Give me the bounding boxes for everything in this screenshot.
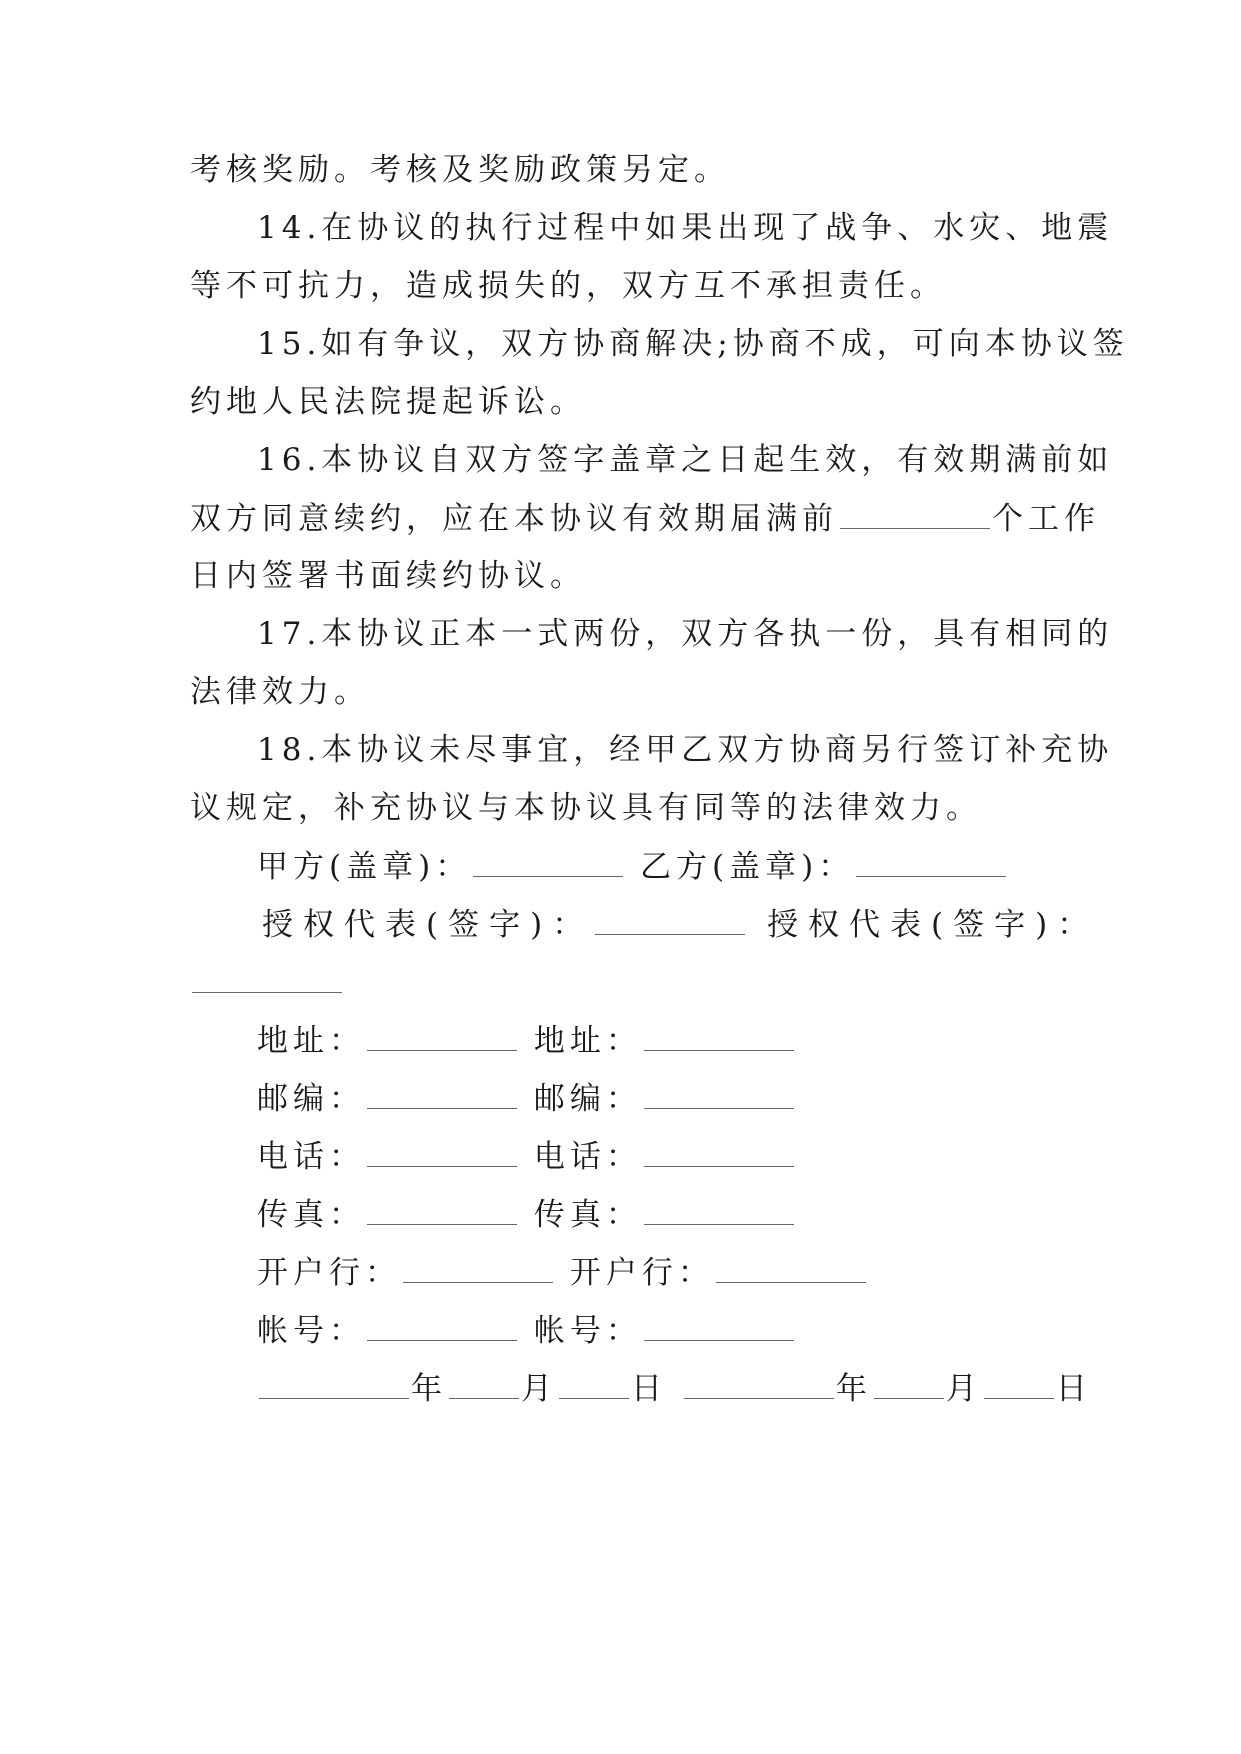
- party-a-postcode-label: 邮编：: [257, 1081, 365, 1117]
- paragraph-15-line-2: 约地人民法院提起诉讼。: [190, 384, 586, 420]
- party-b-year-blank[interactable]: [684, 1368, 834, 1399]
- party-b-rep-label: 授权代表(签字)：: [767, 907, 1099, 943]
- paragraph-18-line-1: 18.本协议未尽事宜，经甲乙双方协商另行签订补充协: [257, 732, 1114, 768]
- date-row: [257, 1368, 1092, 1409]
- party-a-rep-label: 授权代表(签字)：: [262, 907, 594, 943]
- party-b-day-blank[interactable]: [984, 1368, 1054, 1399]
- party-a-bank-blank[interactable]: [403, 1252, 553, 1283]
- party-a-phone-blank[interactable]: [367, 1136, 517, 1167]
- address-row: [257, 1020, 796, 1061]
- party-a-year-label: 年: [411, 1371, 447, 1407]
- party-a-seal-blank[interactable]: [473, 846, 623, 877]
- party-a-account-blank[interactable]: [367, 1310, 517, 1341]
- party-b-fax-label: 传真：: [533, 1197, 642, 1233]
- party-a-address-blank[interactable]: [367, 1020, 517, 1051]
- party-a-seal-label: 甲方(盖章)：: [257, 849, 472, 885]
- party-a-month-blank[interactable]: [449, 1368, 519, 1399]
- party-a-day-label: 日: [631, 1371, 667, 1407]
- party-a-bank-label: 开户行：: [257, 1255, 401, 1291]
- paragraph-16-line-3: 日内签署书面续约协议。: [190, 558, 586, 594]
- paragraph-15-line-1: 15.如有争议，双方协商解决;协商不成，可向本协议签: [257, 326, 1129, 362]
- paragraph-16-text-a: 双方同意续约，应在本协议有效期届满前: [190, 501, 838, 537]
- party-b-phone-blank[interactable]: [644, 1136, 794, 1167]
- paragraph-18-line-2: 议规定，补充协议与本协议具有同等的法律效力。: [190, 790, 982, 826]
- party-b-seal-label: 乙方(盖章)：: [640, 849, 855, 885]
- party-b-month-blank[interactable]: [874, 1368, 944, 1399]
- party-a-postcode-blank[interactable]: [367, 1078, 517, 1109]
- paragraph-16-text-b: 个工作: [992, 501, 1100, 537]
- party-b-account-label: 帐号：: [533, 1313, 642, 1349]
- party-b-year-label: 年: [835, 1371, 872, 1407]
- party-a-address-label: 地址：: [257, 1023, 365, 1059]
- party-b-address-blank[interactable]: [644, 1020, 794, 1051]
- account-row: [257, 1310, 796, 1351]
- party-a-fax-label: 传真：: [257, 1197, 365, 1233]
- party-b-postcode-label: 邮编：: [533, 1081, 642, 1117]
- party-b-day-label: 日: [1055, 1371, 1092, 1407]
- party-b-bank-blank[interactable]: [716, 1252, 866, 1283]
- party-a-fax-blank[interactable]: [367, 1194, 517, 1225]
- party-b-rep-blank[interactable]: [192, 962, 342, 993]
- party-a-month-label: 月: [521, 1371, 557, 1407]
- party-b-postcode-blank[interactable]: [644, 1078, 794, 1109]
- paragraph-14-line-1: 14.在协议的执行过程中如果出现了战争、水灾、地震: [257, 210, 1114, 246]
- phone-row: [257, 1136, 796, 1177]
- party-a-year-blank[interactable]: [259, 1368, 409, 1399]
- party-a-account-label: 帐号：: [257, 1313, 365, 1349]
- paragraph-14-line-2: 等不可抗力，造成损失的，双方互不承担责任。: [190, 268, 946, 304]
- party-a-phone-label: 电话：: [257, 1139, 365, 1175]
- renewal-days-blank[interactable]: [840, 498, 990, 529]
- paragraph-17-line-1: 17.本协议正本一式两份，双方各执一份，具有相同的: [257, 616, 1114, 652]
- party-b-bank-label: 开户行：: [569, 1255, 714, 1291]
- fax-row: [257, 1194, 796, 1235]
- party-b-phone-label: 电话：: [533, 1139, 642, 1175]
- seal-row: [257, 846, 1008, 887]
- paragraph-17-line-2: 法律效力。: [190, 674, 370, 710]
- postcode-row: [257, 1078, 796, 1119]
- party-b-account-blank[interactable]: [644, 1310, 794, 1341]
- party-b-address-label: 地址：: [533, 1023, 642, 1059]
- paragraph-16-line-2: [190, 498, 1100, 539]
- party-b-fax-blank[interactable]: [644, 1194, 794, 1225]
- party-a-day-blank[interactable]: [559, 1368, 629, 1399]
- bank-row: [257, 1252, 868, 1293]
- party-b-month-label: 月: [945, 1371, 982, 1407]
- party-b-rep-blank-row: [190, 962, 344, 1003]
- party-b-seal-blank[interactable]: [856, 846, 1006, 877]
- paragraph-13-tail: 考核奖励。考核及奖励政策另定。: [190, 152, 730, 188]
- representative-row: [262, 904, 1098, 945]
- party-a-rep-blank[interactable]: [595, 904, 745, 935]
- paragraph-16-line-1: 16.本协议自双方签字盖章之日起生效，有效期满前如: [257, 442, 1114, 478]
